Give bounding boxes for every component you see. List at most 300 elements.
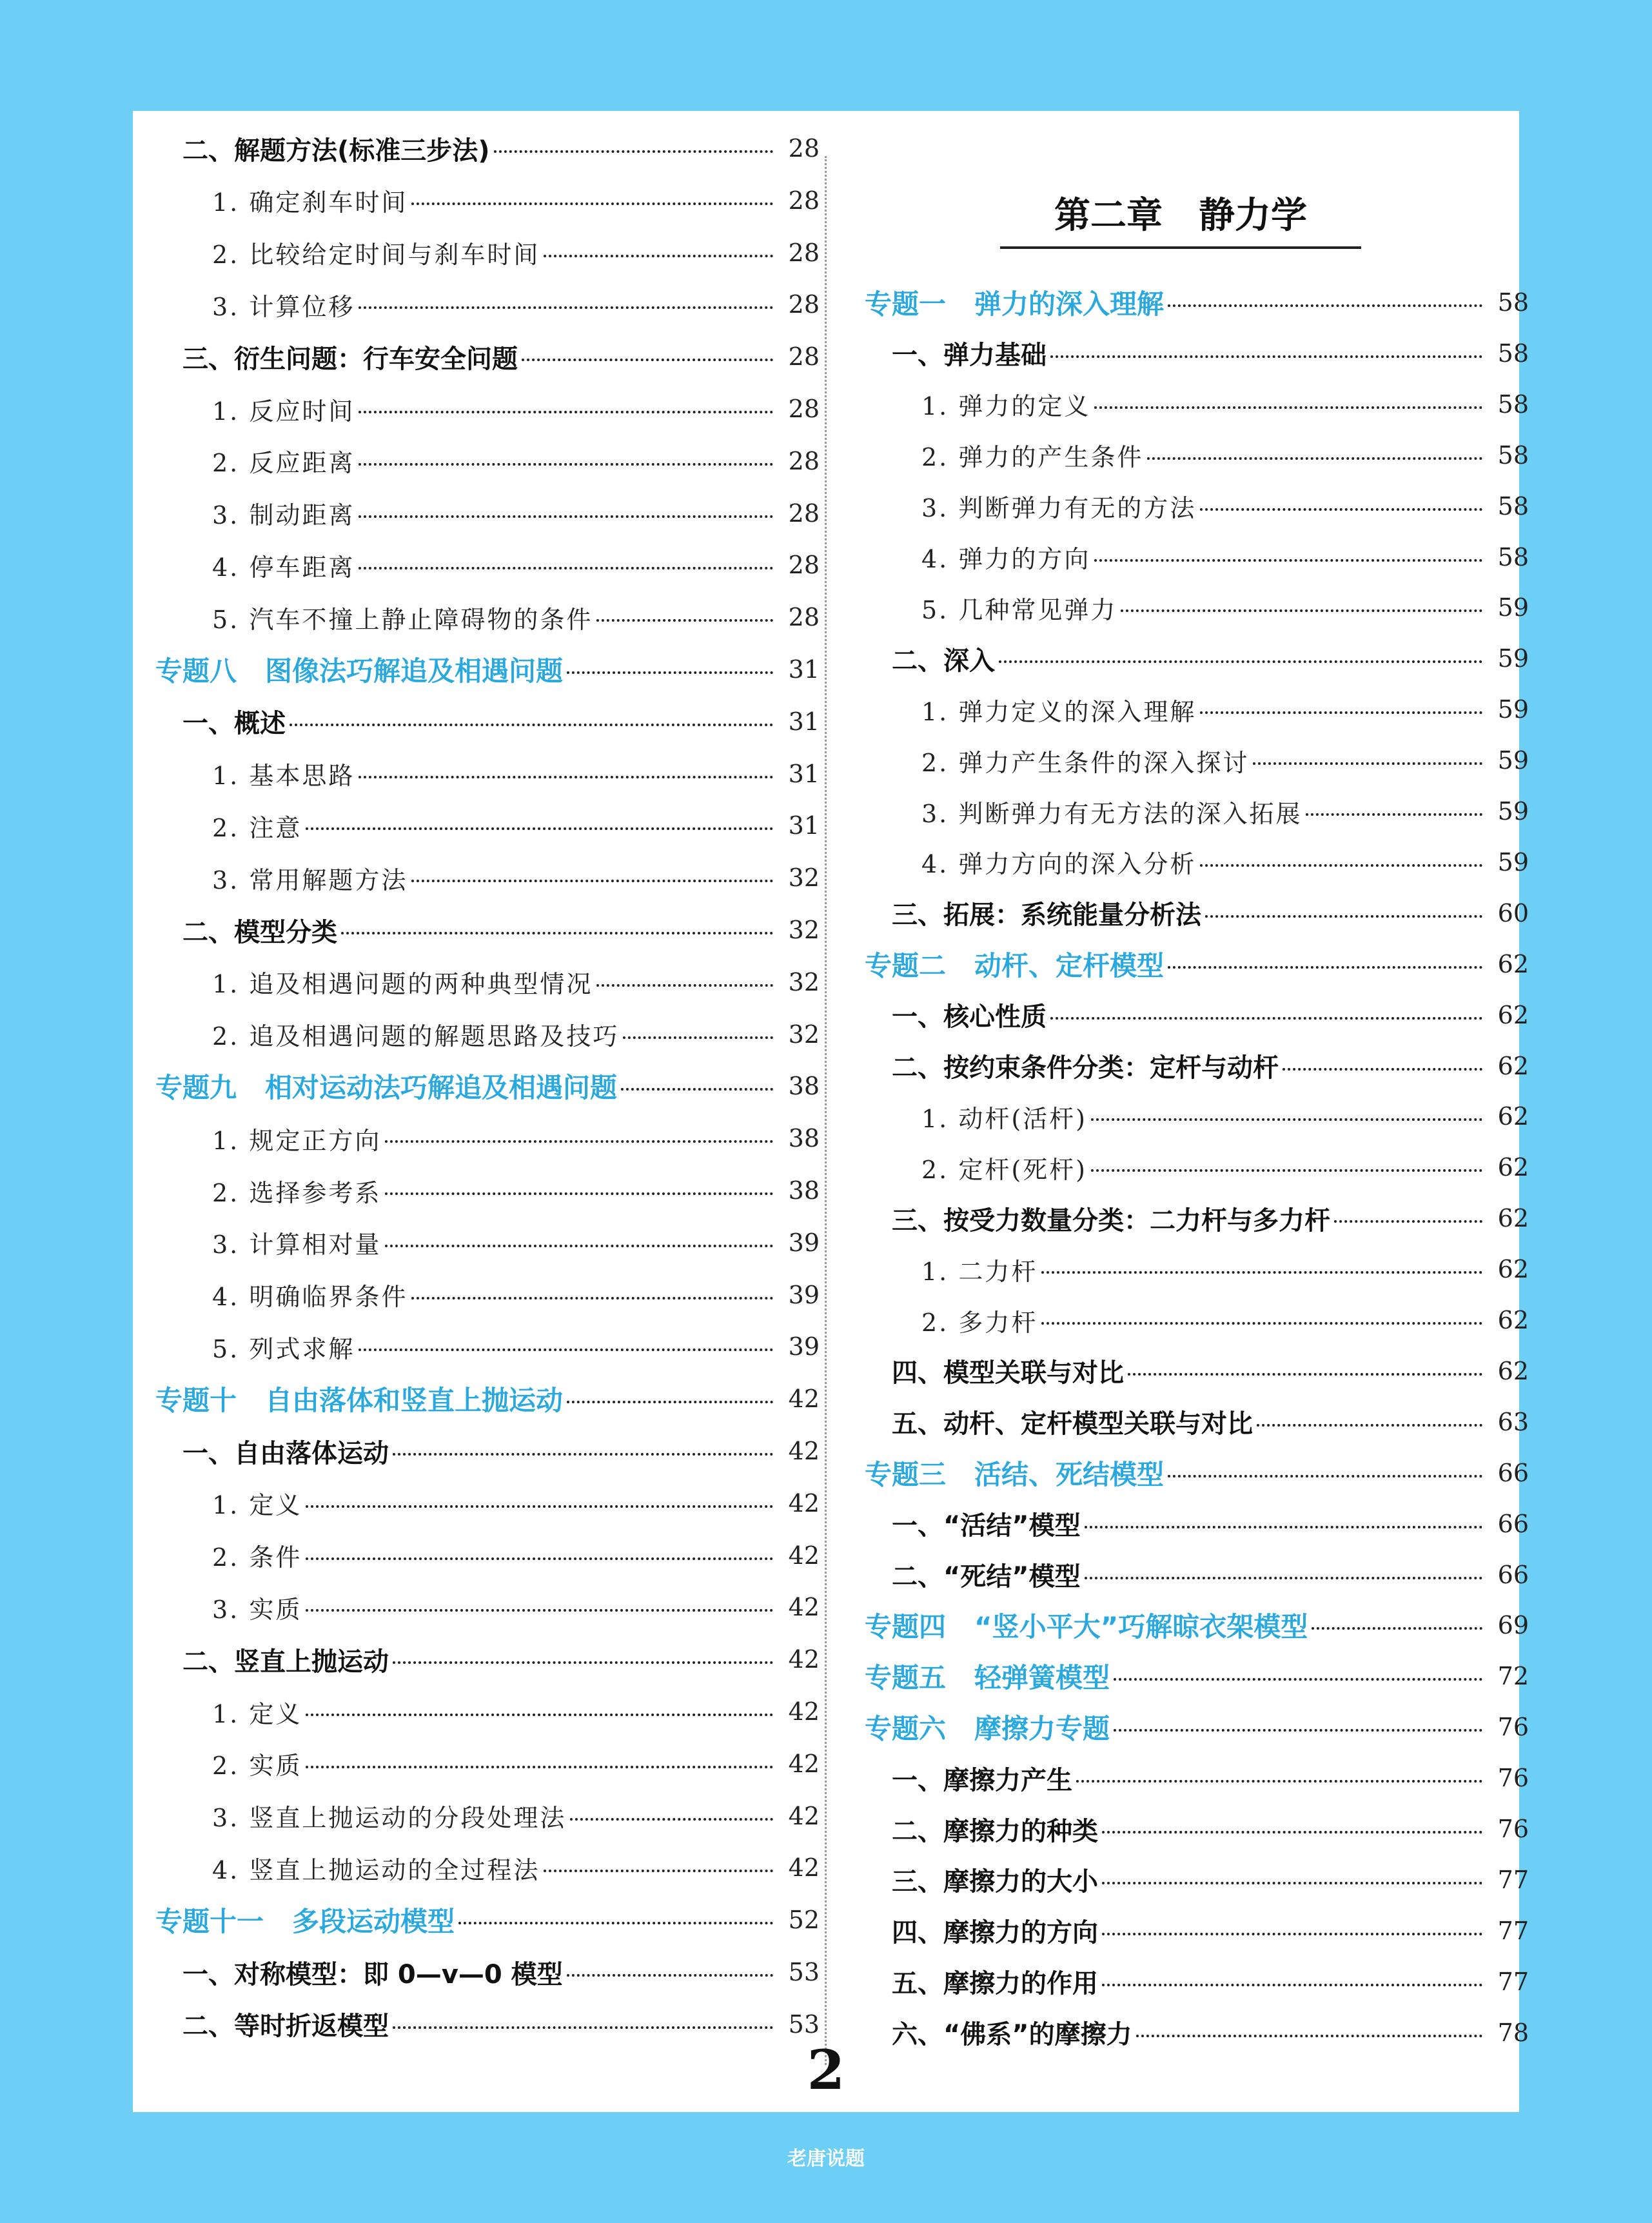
dot-leader — [359, 567, 773, 569]
toc-entry-label: 2. 实质 — [212, 1752, 302, 1781]
toc-page-number: 42 — [788, 1385, 820, 1414]
toc-item-row[interactable] — [155, 1171, 820, 1210]
toc-page-number: 28 — [788, 342, 820, 371]
toc-page-number: 62 — [1497, 1153, 1529, 1182]
toc-topic-row[interactable] — [865, 944, 1529, 984]
dot-leader — [621, 1088, 773, 1091]
toc-page-number: 42 — [788, 1853, 820, 1882]
toc-page-number: 28 — [788, 446, 820, 475]
toc-item-row[interactable] — [155, 1744, 820, 1784]
dot-leader — [1085, 1526, 1482, 1528]
toc-section-row[interactable] — [865, 1555, 1529, 1595]
toc-page-number: 32 — [788, 967, 820, 996]
toc-entry-label: 4. 竖直上抛运动的全过程法 — [212, 1855, 540, 1884]
dot-leader — [1114, 1678, 1482, 1681]
toc-entry-label: 一、概述 — [182, 709, 286, 739]
dot-leader — [1200, 711, 1482, 714]
toc-page-number: 66 — [1497, 1509, 1529, 1538]
topic-title: 动杆、定杆模型 — [974, 949, 1165, 982]
toc-page-number: 42 — [788, 1697, 820, 1726]
toc-topic-row[interactable] — [155, 649, 820, 689]
watermark-text: 老唐说题 — [787, 2148, 865, 2170]
toc-section-row[interactable] — [865, 638, 1529, 678]
dot-leader — [1114, 1729, 1482, 1732]
toc-page-number: 72 — [1497, 1662, 1529, 1691]
toc-entry-label: 1. 定义 — [212, 1699, 302, 1728]
toc-page-number: 59 — [1497, 695, 1529, 724]
page-number: 2 — [807, 2038, 845, 2102]
dot-leader — [1136, 2035, 1482, 2037]
toc-page-number: 69 — [1497, 1611, 1529, 1640]
dot-leader — [1102, 1933, 1482, 1935]
toc-entry-label: 1. 弹力定义的深入理解 — [921, 697, 1197, 726]
toc-entry-label: 二、竖直上抛运动 — [182, 1646, 389, 1677]
dot-leader — [393, 2026, 773, 2029]
dot-leader — [999, 660, 1482, 663]
toc-page-number: 76 — [1497, 1815, 1529, 1843]
toc-entry-label: 五、动杆、定杆模型关联与对比 — [892, 1409, 1253, 1439]
dot-leader — [306, 1557, 773, 1560]
toc-item-row[interactable] — [865, 588, 1529, 627]
toc-page-number: 78 — [1497, 2018, 1529, 2047]
toc-page-number: 77 — [1497, 1865, 1529, 1894]
toc-item-row[interactable] — [155, 284, 820, 324]
dot-leader — [306, 1766, 773, 1768]
toc-item-row[interactable] — [155, 1536, 820, 1576]
topic-prefix: 专题八 — [155, 655, 237, 687]
dot-leader — [1334, 1220, 1482, 1223]
dot-leader — [359, 1349, 773, 1351]
toc-item-row[interactable] — [155, 545, 820, 585]
topic-title: 活结、死结模型 — [974, 1458, 1165, 1490]
toc-page-number: 42 — [788, 1749, 820, 1778]
dot-leader — [1050, 1017, 1482, 1020]
dot-leader — [411, 1297, 773, 1299]
toc-page-number: 62 — [1497, 1051, 1529, 1080]
toc-entry-label: 二、解题方法(标准三步法) — [182, 135, 490, 166]
column-divider — [825, 156, 827, 2065]
toc-entry-label: 3. 实质 — [212, 1595, 302, 1624]
toc-entry-label: 2. 条件 — [212, 1543, 302, 1572]
toc-page-number: 58 — [1497, 288, 1529, 317]
dot-leader — [1085, 1577, 1482, 1579]
toc-page-number: 31 — [788, 811, 820, 840]
toc-page-number: 62 — [1497, 949, 1529, 978]
toc-entry-label: 1. 反应时间 — [212, 397, 355, 426]
toc-entry-label: 三、摩擦力的大小 — [892, 1867, 1098, 1897]
toc-page-number: 42 — [788, 1645, 820, 1674]
toc-item-row[interactable] — [865, 791, 1529, 831]
toc-entry-label: 一、自由落体运动 — [182, 1438, 389, 1468]
toc-item-row[interactable] — [155, 754, 820, 794]
dot-leader — [1312, 1627, 1482, 1630]
dot-leader — [1041, 1322, 1482, 1325]
toc-topic-row[interactable] — [865, 282, 1529, 322]
toc-entry-label: 三、按受力数量分类：二力杆与多力杆 — [892, 1205, 1330, 1236]
dot-leader — [567, 1401, 773, 1403]
toc-entry-label: 五、摩擦力的作用 — [892, 1969, 1098, 1999]
dot-leader — [1253, 762, 1482, 765]
dot-leader — [393, 1453, 773, 1456]
dot-leader — [567, 1974, 773, 1977]
dot-leader — [306, 1505, 773, 1508]
toc-item-row[interactable] — [155, 1587, 820, 1627]
toc-section-row[interactable] — [155, 1639, 820, 1679]
toc-section-row[interactable] — [155, 702, 820, 742]
toc-entry-label: 3. 计算位移 — [212, 292, 355, 321]
dot-leader — [1094, 406, 1482, 409]
dot-leader — [359, 515, 773, 518]
toc-entry-label: 2. 追及相遇问题的解题思路及技巧 — [212, 1022, 620, 1051]
toc-entry-label: 2. 定杆(死杆) — [921, 1155, 1087, 1184]
toc-entry-label: 2. 弹力产生条件的深入探讨 — [921, 748, 1250, 777]
dot-leader — [385, 1192, 773, 1195]
toc-entry-label: 1. 基本思路 — [212, 762, 355, 791]
toc-item-row[interactable] — [155, 1692, 820, 1732]
toc-entry-label: 三、衍生问题：行车安全问题 — [182, 344, 518, 374]
dot-leader — [567, 671, 773, 674]
dot-leader — [359, 776, 773, 778]
dot-leader — [623, 1036, 773, 1039]
toc-page-number: 31 — [788, 655, 820, 684]
toc-page-number: 28 — [788, 186, 820, 215]
toc-item-row[interactable] — [865, 1300, 1529, 1340]
toc-entry-label — [155, 650, 563, 689]
dot-leader — [411, 880, 773, 882]
topic-prefix: 专题二 — [865, 949, 947, 982]
dot-leader — [1102, 1882, 1482, 1884]
toc-page-number: 62 — [1497, 1306, 1529, 1334]
topic-title: 轻弹簧模型 — [974, 1662, 1110, 1694]
toc-entry-label: 3. 常用解题方法 — [212, 865, 408, 894]
toc-page-number: 62 — [1497, 1000, 1529, 1029]
toc-page-number: 52 — [788, 1906, 820, 1935]
topic-prefix: 专题三 — [865, 1458, 947, 1490]
toc-topic-row[interactable] — [865, 1707, 1529, 1747]
toc-page-number: 76 — [1497, 1713, 1529, 1742]
dot-leader — [1102, 1984, 1482, 1986]
toc-item-row[interactable] — [865, 486, 1529, 526]
toc-page-number: 76 — [1497, 1764, 1529, 1793]
dot-leader — [1076, 1780, 1482, 1783]
toc-entry-label: 一、摩擦力产生 — [892, 1765, 1072, 1795]
toc-entry-label: 2. 弹力的产生条件 — [921, 443, 1144, 472]
toc-entry-label: 4. 弹力的方向 — [921, 545, 1091, 573]
dot-leader — [1257, 1424, 1482, 1427]
dot-leader — [544, 255, 773, 257]
dot-leader — [544, 1870, 773, 1872]
toc-page-number: 58 — [1497, 440, 1529, 469]
toc-page-number: 62 — [1497, 1204, 1529, 1233]
toc-entry-label: 二、按约束条件分类：定杆与动杆 — [892, 1053, 1279, 1083]
toc-item-row[interactable] — [865, 842, 1529, 882]
toc-section-row[interactable] — [865, 1046, 1529, 1086]
chapter-title: 第二章 静力学 — [1000, 188, 1361, 249]
dot-leader — [290, 724, 773, 726]
toc-page-number: 62 — [1497, 1356, 1529, 1385]
toc-item-row[interactable] — [155, 1014, 820, 1054]
page-sheet — [133, 111, 1529, 2112]
dot-leader — [1283, 1068, 1482, 1071]
topic-prefix: 专题十一 — [155, 1906, 264, 1938]
toc-page-number: 28 — [788, 395, 820, 423]
toc-topic-row[interactable] — [865, 1453, 1529, 1493]
toc-entry-label — [865, 1657, 1110, 1695]
toc-entry-label — [865, 1454, 1164, 1492]
toc-entry-label: 3. 竖直上抛运动的分段处理法 — [212, 1804, 567, 1833]
toc-page-number: 58 — [1497, 339, 1529, 368]
topic-title: 多段运动模型 — [292, 1906, 455, 1938]
dot-leader — [1168, 304, 1482, 307]
toc-section-row[interactable] — [865, 1860, 1529, 1900]
toc-entry-label: 5. 列式求解 — [212, 1334, 355, 1363]
dot-leader — [385, 1140, 773, 1143]
toc-page-number: 59 — [1497, 847, 1529, 876]
toc-entry-label: 一、弹力基础 — [892, 341, 1047, 371]
toc-entry-label: 2. 注意 — [212, 813, 302, 842]
toc-page-number: 38 — [788, 1072, 820, 1101]
toc-topic-row[interactable] — [155, 1900, 820, 1940]
toc-page-number: 66 — [1497, 1458, 1529, 1487]
toc-page-number: 39 — [788, 1280, 820, 1309]
dot-leader — [359, 411, 773, 413]
toc-item-row[interactable] — [155, 181, 820, 221]
toc-page-number: 28 — [788, 290, 820, 319]
toc-entry-label: 1. 确定刹车时间 — [212, 188, 408, 217]
toc-page-number: 42 — [788, 1437, 820, 1465]
toc-entry-label: 1. 规定正方向 — [212, 1126, 382, 1155]
toc-entry-label — [155, 1067, 617, 1105]
dot-leader — [596, 619, 773, 622]
toc-page-number: 28 — [788, 134, 820, 163]
toc-entry-label: 1. 追及相遇问题的两种典型情况 — [212, 970, 593, 999]
toc-section-row[interactable] — [865, 1911, 1529, 1951]
toc-entry-label: 2. 选择参考系 — [212, 1178, 382, 1207]
toc-page-number: 58 — [1497, 491, 1529, 520]
toc-item-row[interactable] — [155, 441, 820, 481]
dot-leader — [1121, 609, 1482, 612]
toc-item-row[interactable] — [155, 1796, 820, 1836]
dot-leader — [1102, 1831, 1482, 1833]
toc-page-number: 32 — [788, 864, 820, 893]
toc-entry-label: 4. 明确临界条件 — [212, 1283, 408, 1312]
toc-entry-label: 4. 停车距离 — [212, 553, 355, 582]
dot-leader — [1128, 1373, 1482, 1376]
toc-page-number: 77 — [1497, 1916, 1529, 1945]
dot-leader — [306, 827, 773, 830]
toc-item-row[interactable] — [155, 858, 820, 898]
toc-page-number: 58 — [1497, 542, 1529, 571]
toc-section-row[interactable] — [865, 1504, 1529, 1544]
toc-section-row[interactable] — [865, 1198, 1529, 1238]
toc-page-number: 62 — [1497, 1255, 1529, 1284]
toc-item-row[interactable] — [865, 740, 1529, 780]
toc-entry-label: 一、核心性质 — [892, 1002, 1047, 1032]
toc-entry-label: 2. 比较给定时间与刹车时间 — [212, 241, 540, 270]
toc-entry-label: 3. 计算相对量 — [212, 1230, 382, 1260]
toc-section-row[interactable] — [155, 128, 820, 168]
toc-page-number: 39 — [788, 1228, 820, 1257]
toc-section-row[interactable] — [865, 893, 1529, 933]
toc-entry-label: 一、“活结”模型 — [892, 1511, 1081, 1541]
toc-section-row[interactable] — [155, 1952, 820, 1992]
dot-leader — [1168, 966, 1482, 969]
dot-leader — [1205, 915, 1482, 918]
topic-title: 弹力的深入理解 — [974, 288, 1165, 320]
toc-topic-row[interactable] — [155, 1379, 820, 1419]
dot-leader — [1041, 1271, 1482, 1274]
toc-section-row[interactable] — [155, 337, 820, 377]
toc-entry-label: 2. 反应距离 — [212, 449, 355, 478]
topic-title: 图像法巧解追及相遇问题 — [265, 655, 564, 687]
toc-entry-label: 1. 二力杆 — [921, 1257, 1038, 1286]
toc-section-row[interactable] — [865, 333, 1529, 373]
toc-entry-label: 5. 几种常见弹力 — [921, 595, 1117, 624]
toc-entry-label: 1. 弹力的定义 — [921, 392, 1091, 421]
toc-entry-label: 4. 弹力方向的深入分析 — [921, 850, 1197, 879]
dot-leader — [393, 1661, 773, 1664]
dot-leader — [1050, 355, 1482, 358]
topic-prefix: 专题六 — [865, 1713, 947, 1745]
toc-entry-label: 2. 多力杆 — [921, 1308, 1038, 1337]
toc-page-number: 58 — [1497, 390, 1529, 419]
toc-item-row[interactable] — [155, 1848, 820, 1888]
toc-item-row[interactable] — [155, 233, 820, 273]
toc-item-row[interactable] — [155, 1483, 820, 1523]
toc-item-row[interactable] — [155, 1327, 820, 1367]
dot-leader — [385, 1245, 773, 1247]
dot-leader — [359, 463, 773, 466]
toc-item-row[interactable] — [865, 384, 1529, 424]
toc-item-row[interactable] — [865, 689, 1529, 729]
toc-section-row[interactable] — [865, 1809, 1529, 1849]
toc-entry-label: 三、拓展：系统能量分析法 — [892, 900, 1201, 931]
dot-leader — [1306, 813, 1482, 816]
toc-item-row[interactable] — [155, 1118, 820, 1158]
toc-page-number: 32 — [788, 1020, 820, 1049]
toc-entry-label: 二、等时折返模型 — [182, 2011, 389, 2042]
toc-entry-label: 六、“佛系”的摩擦力 — [892, 2020, 1132, 2050]
toc-item-row[interactable] — [865, 1096, 1529, 1136]
dot-leader — [596, 984, 773, 987]
toc-entry-label: 二、深入 — [892, 646, 995, 676]
topic-title: 自由落体和竖直上抛运动 — [265, 1385, 564, 1417]
toc-page-number: 32 — [788, 916, 820, 944]
toc-page-number: 59 — [1497, 593, 1529, 622]
topic-prefix: 专题四 — [865, 1611, 947, 1643]
dot-leader — [1094, 559, 1482, 562]
toc-page-number: 62 — [1497, 1102, 1529, 1131]
toc-page-number: 66 — [1497, 1560, 1529, 1589]
toc-entry-label: 5. 汽车不撞上静止障碍物的条件 — [212, 605, 593, 634]
toc-section-row[interactable] — [865, 995, 1529, 1035]
toc-section-row[interactable] — [155, 1431, 820, 1471]
dot-leader — [1147, 457, 1482, 460]
toc-entry-label: 二、模型分类 — [182, 917, 337, 947]
toc-page-number: 38 — [788, 1124, 820, 1153]
toc-page-number: 59 — [1497, 746, 1529, 775]
toc-page-number: 28 — [788, 499, 820, 528]
topic-title: 相对运动法巧解追及相遇问题 — [265, 1072, 618, 1104]
dot-leader — [359, 306, 773, 309]
toc-section-row[interactable] — [865, 1758, 1529, 1798]
toc-entry-label — [865, 1606, 1308, 1645]
toc-item-row[interactable] — [865, 1147, 1529, 1187]
toc-item-row[interactable] — [155, 962, 820, 1002]
toc-item-row[interactable] — [155, 493, 820, 533]
toc-section-row[interactable] — [865, 1402, 1529, 1442]
toc-item-row[interactable] — [865, 1249, 1529, 1289]
toc-topic-row[interactable] — [155, 1066, 820, 1106]
topic-prefix: 专题五 — [865, 1662, 947, 1694]
toc-page-number: 28 — [788, 551, 820, 580]
dot-leader — [458, 1922, 773, 1924]
topic-prefix: 专题一 — [865, 288, 947, 320]
toc-item-row[interactable] — [155, 1223, 820, 1263]
topic-title: 摩擦力专题 — [974, 1713, 1110, 1745]
toc-entry-label: 二、“死结”模型 — [892, 1562, 1081, 1592]
topic-prefix: 专题十 — [155, 1385, 237, 1417]
toc-page-number: 28 — [788, 238, 820, 267]
toc-section-row[interactable] — [155, 910, 820, 950]
toc-item-row[interactable] — [865, 435, 1529, 475]
toc-entry-label: 四、摩擦力的方向 — [892, 1918, 1098, 1948]
toc-page-number: 42 — [788, 1801, 820, 1830]
toc-section-row[interactable] — [865, 1962, 1529, 2002]
topic-prefix: 专题九 — [155, 1072, 237, 1104]
toc-topic-row[interactable] — [865, 1656, 1529, 1696]
toc-page-number: 63 — [1497, 1407, 1529, 1436]
dot-leader — [494, 150, 773, 153]
dot-leader — [306, 1714, 773, 1716]
toc-page-number: 42 — [788, 1593, 820, 1622]
toc-entry-label: 3. 制动距离 — [212, 501, 355, 530]
toc-page-number: 28 — [788, 603, 820, 632]
toc-page-number: 77 — [1497, 1967, 1529, 1996]
dot-leader — [306, 1609, 773, 1612]
toc-page-number: 59 — [1497, 644, 1529, 673]
toc-entry-label: 3. 判断弹力有无方法的深入拓展 — [921, 799, 1303, 828]
toc-topic-row[interactable] — [865, 1605, 1529, 1645]
toc-entry-label: 1. 定义 — [212, 1491, 302, 1520]
toc-entry-label — [865, 283, 1164, 322]
toc-section-row[interactable] — [865, 1351, 1529, 1391]
dot-leader — [341, 932, 773, 934]
toc-entry-label: 一、对称模型：即 0—v—0 模型 — [182, 1959, 563, 1990]
toc-item-row[interactable] — [155, 805, 820, 845]
dot-leader — [1200, 864, 1482, 867]
dot-leader — [570, 1818, 773, 1821]
toc-entry-label — [865, 945, 1164, 983]
toc-entry-label — [155, 1901, 455, 1939]
toc-entry-label: 3. 判断弹力有无的方法 — [921, 494, 1197, 523]
toc-item-row[interactable] — [155, 1275, 820, 1315]
dot-leader — [1200, 508, 1482, 511]
dot-leader — [1168, 1475, 1482, 1477]
toc-page-number: 42 — [788, 1541, 820, 1570]
toc-entry-label: 1. 动杆(活杆) — [921, 1104, 1087, 1133]
toc-page-number: 59 — [1497, 797, 1529, 825]
toc-page-number: 53 — [788, 1958, 820, 1986]
toc-entry-label: 二、摩擦力的种类 — [892, 1816, 1098, 1846]
dot-leader — [411, 203, 773, 205]
topic-title: “竖小平大”巧解晾衣架模型 — [974, 1611, 1308, 1643]
toc-item-row[interactable] — [865, 537, 1529, 577]
toc-item-row[interactable] — [155, 597, 820, 637]
toc-page-number: 53 — [788, 2010, 820, 2039]
toc-page-number: 31 — [788, 707, 820, 736]
toc-item-row[interactable] — [155, 389, 820, 429]
